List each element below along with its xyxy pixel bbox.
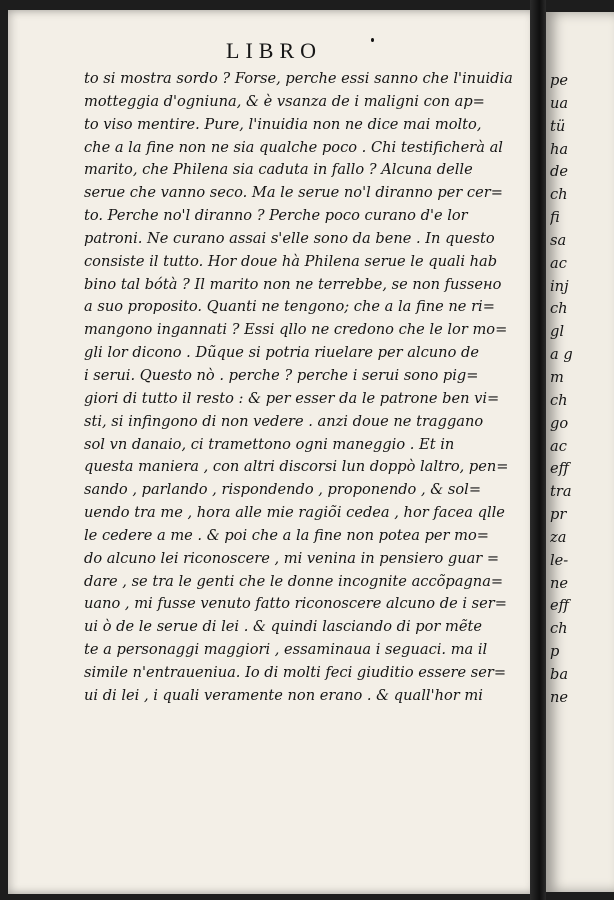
text-line: motteggia d'ogniuna, & è vsanza de i maligni con ap= — [84, 92, 485, 110]
text-line: dare , se tra le genti che le donne incognite accõpagna= — [84, 572, 504, 590]
text-fragment: pr — [550, 506, 567, 524]
text-line: giori di tutto il resto : & per esser da le patrone ben vi= — [84, 389, 500, 407]
text-line: consiste il tutto. Hor doue hà Philena serue le quali hab — [84, 252, 498, 270]
body-text — [84, 68, 524, 708]
text-line: gli lor dicono . Dũque si potria riuelare per alcuno de — [84, 344, 479, 362]
text-line: i serui. Questo nò . perche ? perche i serui sono pig= — [84, 366, 479, 384]
text-fragment: a g — [550, 346, 573, 364]
text-fragment: eff — [550, 597, 569, 615]
text-fragment: go — [550, 414, 569, 432]
text-fragment: ac — [550, 254, 567, 272]
text-fragment: de — [550, 163, 568, 181]
book-gutter — [530, 0, 546, 900]
text-fragment: sa — [550, 231, 567, 249]
text-fragment: pe — [550, 72, 568, 89]
text-fragment: le- — [550, 551, 569, 569]
text-fragment: m — [550, 368, 564, 386]
right-page-text — [550, 70, 614, 710]
text-line: do alcuno lei riconoscere , mi venina in pensiero guar = — [84, 549, 500, 567]
text-fragment: ch — [550, 300, 568, 318]
text-line: sti, si infingono di non vedere . anzi doue ne traggano — [84, 412, 484, 430]
text-fragment: ne — [550, 574, 569, 592]
text-fragment: tü — [550, 117, 566, 135]
text-line: sol vn danaio, ci tramettono ogni maneggio . Et in — [84, 435, 455, 453]
text-fragment: eff — [550, 460, 569, 478]
text-fragment: ch — [550, 620, 568, 638]
text-line: simile n'entraueniua. Io di molti feci giuditio essere ser= — [84, 663, 507, 681]
text-line: uendo tra me , hora alle mie ragiõi cedea , hor facea qlle — [84, 504, 505, 522]
ink-speck — [371, 38, 374, 42]
right-page-fragment — [546, 12, 614, 892]
text-line: le cedere a me . & poi che a la fine non potea per mo= — [84, 526, 490, 544]
text-fragment: ac — [550, 437, 567, 455]
text-line: ui di lei , i quali veramente non erano . & quall'hor mi — [84, 686, 483, 704]
text-line: te a personaggi maggiori , essaminaua i seguaci. ma il — [84, 641, 488, 659]
text-line: to. Perche no'l diranno ? Perche poco curano d'e lor — [84, 207, 468, 225]
text-line: to si mostra sordo ? Forse, perche essi sanno che l'inuidia — [84, 70, 513, 87]
text-fragment: ba — [550, 665, 569, 683]
text-fragment: fi — [550, 209, 560, 227]
text-line: to viso mentire. Pure, l'inuidia non ne dice mai molto, — [84, 115, 482, 133]
text-line: a suo proposito. Quanti ne tengono; che a la fine ne ri= — [84, 298, 495, 316]
text-fragment: ua — [550, 94, 569, 112]
text-line: mangono ingannati ? Essi qllo ne credono che le lor mo= — [84, 321, 508, 339]
text-fragment: p — [550, 643, 560, 661]
text-line: ui ò de le serue di lei . & quindi lasciando di por mẽte — [84, 618, 483, 636]
running-head: LIBRO — [226, 38, 322, 63]
text-line: patroni. Ne curano assai s'elle sono da bene . In questo — [84, 229, 495, 247]
text-line: bino tal bótà ? Il marito non ne terrebbe, se non fussено — [84, 275, 502, 293]
text-line: uano , mi fusse venuto fatto riconoscere alcuno de i ser= — [84, 595, 507, 613]
text-fragment: tra — [550, 483, 572, 501]
text-fragment: inj — [550, 277, 569, 295]
text-line: sando , parlando , rispondendo , proponendo , & sol= — [84, 481, 482, 499]
text-fragment: ch — [550, 186, 568, 204]
text-line: che a la fine non ne sia qualche poco . Chi testificherà al — [84, 138, 503, 156]
text-line: questa maniera , con altri discorsi lun doppò laltro, pen= — [84, 458, 509, 476]
left-page — [8, 10, 540, 894]
text-fragment: gl — [550, 323, 565, 341]
text-fragment: ha — [550, 140, 569, 158]
text-line: serue che vanno seco. Ma le serue no'l diranno per cer= — [84, 184, 503, 202]
text-fragment: za — [550, 528, 567, 546]
text-fragment: ne — [550, 688, 569, 706]
text-line: marito, che Philena sia caduta in fallo ? Alcuna delle — [84, 161, 473, 179]
text-fragment: ch — [550, 391, 568, 409]
